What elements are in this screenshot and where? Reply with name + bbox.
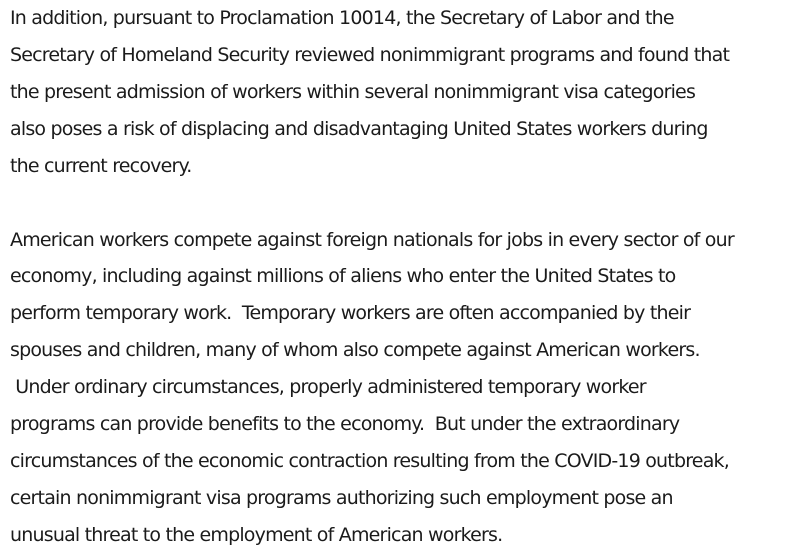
text-line: circumstances of the economic contraction resulting from the COVID-19 outbreak, bbox=[10, 450, 729, 472]
text-line: the present admission of workers within several nonimmigrant visa categories bbox=[10, 81, 696, 103]
text-line: American workers compete against foreign nationals for jobs in every sector of our bbox=[10, 229, 734, 251]
text-line: certain nonimmigrant visa programs authorizing such employment pose an bbox=[10, 487, 673, 509]
text-line: programs can provide benefits to the economy. But under the extraordinary bbox=[10, 413, 680, 435]
text-line: In addition, pursuant to Proclamation 10014, the Secretary of Labor and the bbox=[10, 7, 674, 29]
text-line: economy, including against millions of aliens who enter the United States to bbox=[10, 265, 676, 287]
text-line: Under ordinary circumstances, properly administered temporary worker bbox=[10, 376, 646, 398]
text-line: also poses a risk of displacing and disadvantaging United States workers during bbox=[10, 118, 708, 140]
text-line: the current recovery. bbox=[10, 155, 192, 177]
text-line: spouses and children, many of whom also compete against American workers. bbox=[10, 339, 700, 361]
text-line: Secretary of Homeland Security reviewed nonimmigrant programs and found that bbox=[10, 44, 730, 66]
text-line: unusual threat to the employment of American workers. bbox=[10, 524, 503, 546]
text-line: perform temporary work. Temporary workers are often accompanied by their bbox=[10, 302, 691, 324]
